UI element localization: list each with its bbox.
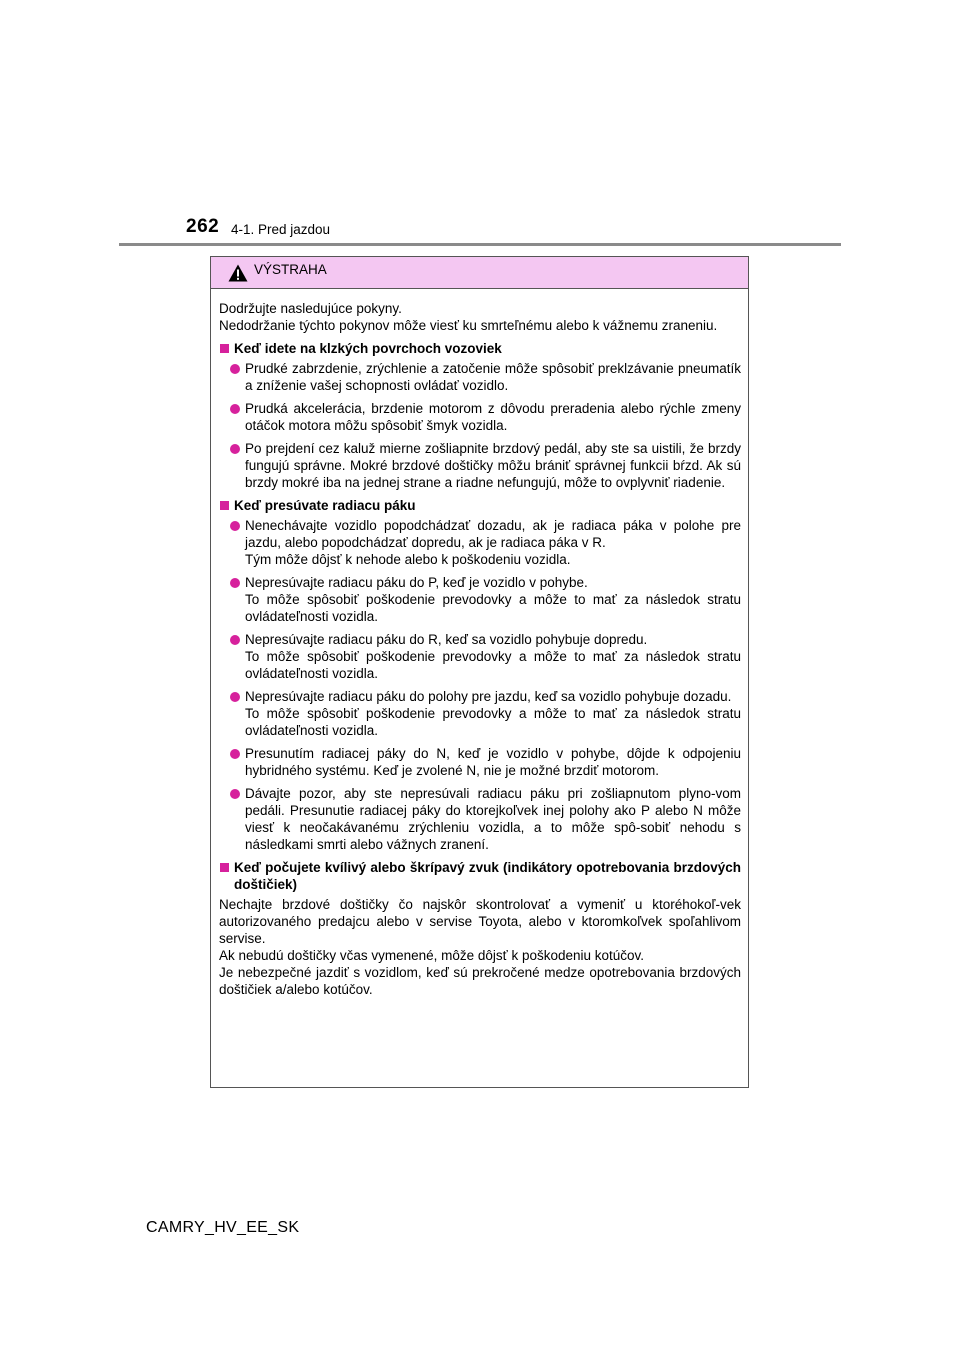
list-item: Dávajte pozor, aby ste nepresúvali radiacu páku pri zošliapnutom plyno-vom pedáli. Presunutie radiacej páky do ktorejkoľvek inej polohy ako P alebo N môže viesť k neočakávanému zrýchleniu vozidla, a to môže spô-sobiť nehodu s následkami smrti alebo vážnych zranení. xyxy=(230,785,741,853)
circle-bullet-icon xyxy=(230,521,240,531)
circle-bullet-icon xyxy=(230,789,240,799)
warning-header xyxy=(211,257,748,289)
paragraph: Nechajte brzdové doštičky čo najskôr skontrolovať a vymeniť u ktoréhokoľ-vek autorizovaného predajcu alebo v servise Toyota, alebo v ktoromkoľvek spoľahlivom servise. Ak nebudú doštičky včas vymenené, môže dôjsť k poškodeniu kotúčov. xyxy=(219,897,741,963)
circle-bullet-icon xyxy=(230,692,240,702)
circle-bullet-icon xyxy=(230,404,240,414)
warning-box xyxy=(210,256,749,1088)
warning-intro: Dodržujte nasledujúce pokyny. Nedodržanie týchto pokynov môže viesť ku smrteľnému alebo k vážnemu zraneniu. xyxy=(219,301,718,333)
document-code: CAMRY_HV_EE_SK xyxy=(146,1219,300,1236)
square-bullet-icon xyxy=(220,344,229,353)
circle-bullet-icon xyxy=(230,364,240,374)
section-heading: Keď presúvate radiacu páku xyxy=(219,497,741,514)
list-item: Nenechávajte vozidlo popodchádzať dozadu, ak je radiaca páka v polohe pre jazdu, alebo popodchádzať dopredu, ak je radiaca páka v R. Tým môže dôjsť k nehode alebo k poškodeniu vozidla. xyxy=(230,517,741,568)
section-heading: Keď idete na klzkých povrchoch vozoviek xyxy=(219,340,741,357)
list-item: Po prejdení cez kaluž mierne zošliapnite brzdový pedál, aby ste sa uistili, že brzdy fungujú správne. Mokré brzdové doštičky môžu brániť správnej funkcii bŕzd. Ak sú brzdy mokré iba na jednej strane a riadne nefungujú, môže to ovplyvniť riadenie. xyxy=(230,440,741,491)
circle-bullet-icon xyxy=(230,578,240,588)
circle-bullet-icon xyxy=(230,635,240,645)
square-bullet-icon xyxy=(220,863,229,872)
list-item: Nepresúvajte radiacu páku do polohy pre jazdu, keď sa vozidlo pohybuje dozadu. To môže spôsobiť poškodenie prevodovky a môže to mať za následok stratu ovládateľnosti vozidla. xyxy=(230,688,741,739)
paragraph: Je nebezpečné jazdiť s vozidlom, keď sú prekročené medze opotrebovania brzdových doštičiek a/alebo kotúčov. xyxy=(219,965,741,997)
list-item: Prudké zabrzdenie, zrýchlenie a zatočenie môže spôsobiť preklzávanie pneumatík a zníženie vašej schopnosti ovládať vozidlo. xyxy=(230,360,741,394)
warning-triangle-icon xyxy=(228,264,248,282)
section-title: 4-1. Pred jazdou xyxy=(231,222,331,237)
warning-body xyxy=(211,289,748,998)
circle-bullet-icon xyxy=(230,749,240,759)
header-rule xyxy=(119,243,841,246)
section-heading: Keď počujete kvílivý alebo škrípavý zvuk (indikátory opotrebovania brzdových doštičiek) xyxy=(219,859,741,893)
warning-title: VÝSTRAHA xyxy=(254,262,327,277)
list-item: Presunutím radiacej páky do N, keď je vozidlo v pohybe, dôjde k odpojeniu hybridného systému. Keď je zvolené N, nie je možné brzdiť motorom. xyxy=(230,745,741,779)
page-number: 262 xyxy=(186,216,220,237)
list-item: Nepresúvajte radiacu páku do R, keď sa vozidlo pohybuje dopredu. To môže spôsobiť poškodenie prevodovky a môže to mať za následok stratu ovládateľnosti vozidla. xyxy=(230,631,741,682)
circle-bullet-icon xyxy=(230,444,240,454)
list-item: Nepresúvajte radiacu páku do P, keď je vozidlo v pohybe. To môže spôsobiť poškodenie prevodovky a môže to mať za následok stratu ovládateľnosti vozidla. xyxy=(230,574,741,625)
list-item: Prudká akcelerácia, brzdenie motorom z dôvodu preradenia alebo rýchle zmeny otáčok motora môžu spôsobiť šmyk vozidla. xyxy=(230,400,741,434)
square-bullet-icon xyxy=(220,501,229,510)
